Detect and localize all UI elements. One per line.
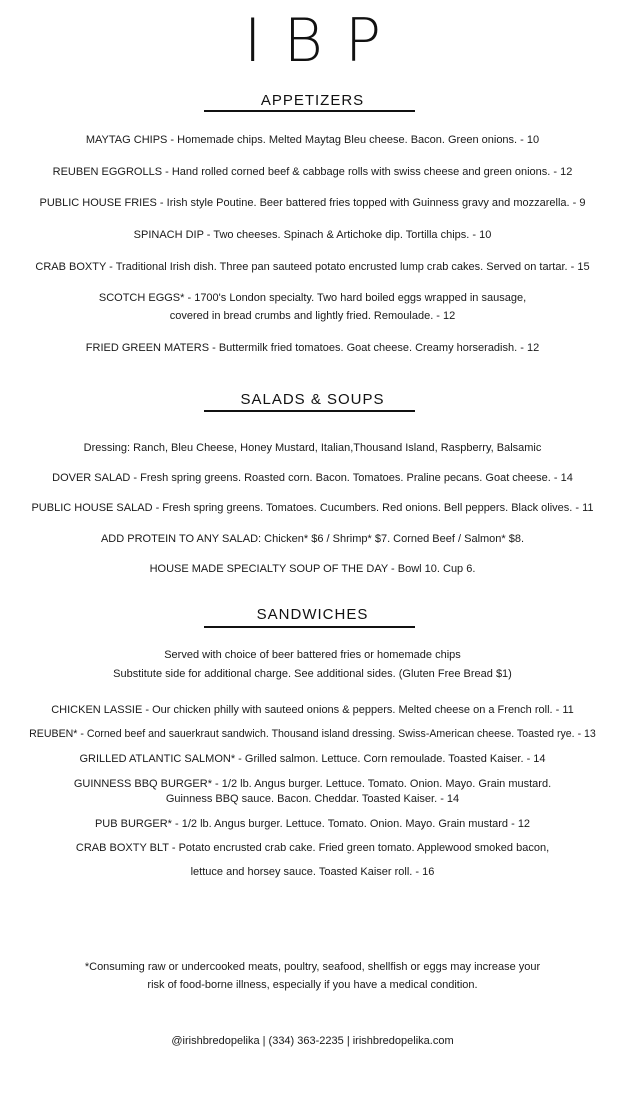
menu-item-guinness-bbq-burger-cont: Guinness BBQ sauce. Bacon. Cheddar. Toasted Kaiser. - 14 — [165, 793, 460, 805]
menu-item-grilled-atlantic-salmon: GRILLED ATLANTIC SALMON* - Grilled salmon. Lettuce. Corn remoulade. Toasted Kaiser. - 14 — [79, 753, 546, 765]
substitute-note: Substitute side for additional charge. See additional sides. (Gluten Free Bread $1) — [113, 668, 512, 680]
appetizers-heading: APPETIZERS — [260, 92, 365, 109]
appetizers-rule — [204, 110, 415, 112]
menu-item-crab-boxty: CRAB BOXTY - Traditional Irish dish. Three pan sauteed potato encrusted lump crab cakes. Served on tartar. - 15 — [35, 261, 590, 273]
menu-item-spinach-dip: SPINACH DIP - Two cheeses. Spinach & Artichoke dip. Tortilla chips. - 10 — [133, 229, 492, 241]
menu-item-reuben: REUBEN* - Corned beef and sauerkraut sandwich. Thousand island dressing. Swiss-American cheese. Toasted rye. - 13 — [29, 728, 596, 740]
add-protein-note: ADD PROTEIN TO ANY SALAD: Chicken* $6 / Shrimp* $7. Corned Beef / Salmon* $8. — [100, 533, 525, 545]
sides-note: Served with choice of beer battered fries or homemade chips — [164, 649, 461, 661]
restaurant-logo: IBP — [243, 6, 404, 76]
sandwiches-heading: SANDWICHES — [256, 606, 369, 623]
menu-item-scotch-eggs-cont: covered in bread crumbs and lightly fried. Remoulade. - 12 — [169, 310, 456, 322]
dressing-options: Dressing: Ranch, Bleu Cheese, Honey Mustard, Italian,Thousand Island, Raspberry, Balsamic — [83, 442, 542, 454]
menu-item-crab-boxty-blt-cont: lettuce and horsey sauce. Toasted Kaiser roll. - 16 — [190, 866, 435, 878]
menu-item-public-house-fries: PUBLIC HOUSE FRIES - Irish style Poutine. Beer battered fries topped with Guinness gravy and mozzarella. - 9 — [39, 197, 586, 209]
menu-item-scotch-eggs: SCOTCH EGGS* - 1700's London specialty. Two hard boiled eggs wrapped in sausage, — [98, 292, 527, 304]
disclaimer-line-1: *Consuming raw or undercooked meats, poultry, seafood, shellfish or eggs may increase your — [84, 961, 541, 973]
menu-item-dover-salad: DOVER SALAD - Fresh spring greens. Roasted corn. Bacon. Tomatoes. Praline pecans. Goat cheese. - 14 — [52, 472, 573, 484]
sandwiches-rule — [204, 626, 415, 628]
menu-item-soup-of-the-day: HOUSE MADE SPECIALTY SOUP OF THE DAY - Bowl 10. Cup 6. — [149, 563, 476, 575]
menu-item-fried-green-maters: FRIED GREEN MATERS - Buttermilk fried tomatoes. Goat cheese. Creamy horseradish. - 12 — [85, 342, 540, 354]
disclaimer-line-2: risk of food-borne illness, especially if you have a medical condition. — [147, 979, 478, 991]
contact-footer: @irishbredopelika | (334) 363-2235 | irishbredopelika.com — [171, 1035, 454, 1047]
salads-rule — [204, 410, 415, 412]
menu-item-guinness-bbq-burger: GUINNESS BBQ BURGER* - 1/2 lb. Angus burger. Lettuce. Tomato. Onion. Mayo. Grain mustard. — [73, 778, 552, 790]
menu-item-crab-boxty-blt: CRAB BOXTY BLT - Potato encrusted crab cake. Fried green tomato. Applewood smoked bacon, — [75, 842, 550, 854]
menu-item-chicken-lassie: CHICKEN LASSIE - Our chicken philly with sauteed onions & peppers. Melted cheese on a French roll. - 11 — [51, 704, 574, 716]
menu-item-maytag-chips: MAYTAG CHIPS - Homemade chips. Melted Maytag Bleu cheese. Bacon. Green onions. - 10 — [85, 134, 540, 146]
menu-item-reuben-eggrolls: REUBEN EGGROLLS - Hand rolled corned beef & cabbage rolls with swiss cheese and green onions. - 12 — [52, 166, 573, 178]
salads-heading: SALADS & SOUPS — [240, 391, 385, 408]
menu-item-public-house-salad: PUBLIC HOUSE SALAD - Fresh spring greens. Tomatoes. Cucumbers. Red onions. Bell peppers. Black olives. - 11 — [31, 502, 594, 514]
menu-item-pub-burger: PUB BURGER* - 1/2 lb. Angus burger. Lettuce. Tomato. Onion. Mayo. Grain mustard - 12 — [94, 818, 531, 830]
